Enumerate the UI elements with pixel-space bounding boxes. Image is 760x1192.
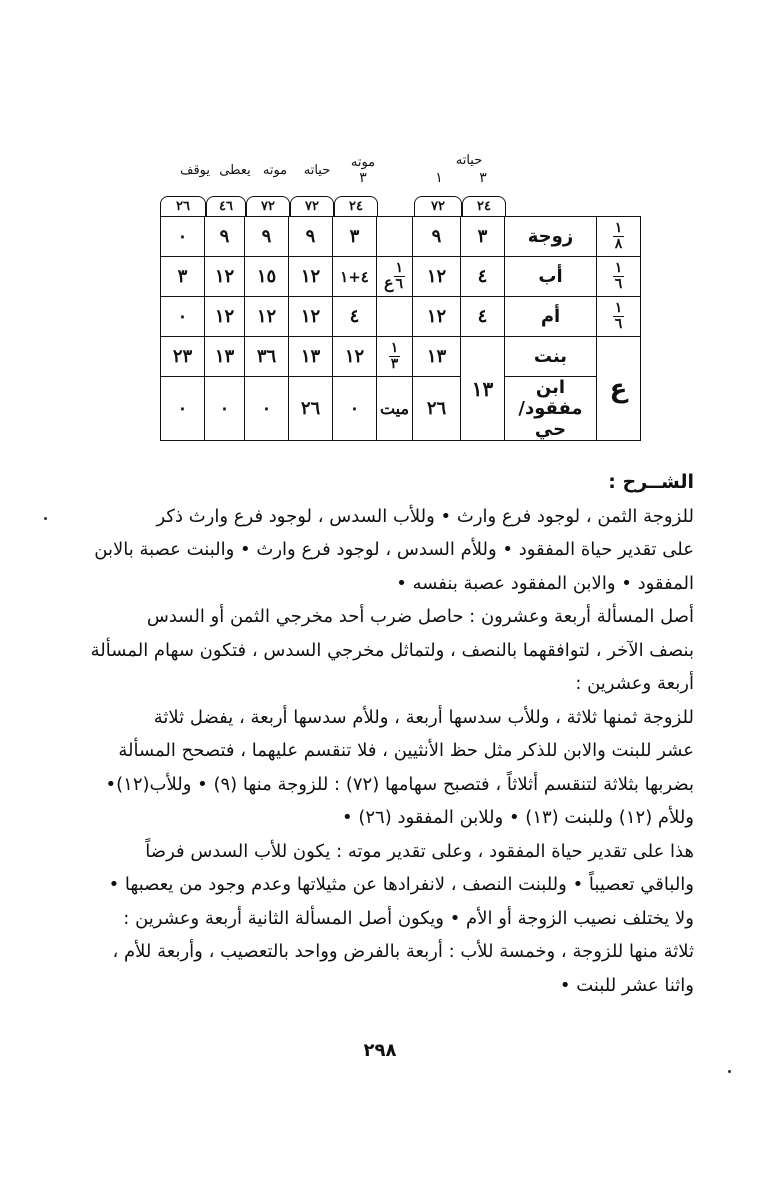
cell-share-asaba: ع	[597, 337, 641, 441]
cell-heir-mother: أم	[505, 297, 597, 337]
header-cell-26: ٢٦	[160, 196, 206, 216]
scan-speck	[44, 517, 47, 520]
header-cell-72c: ٧٢	[414, 196, 462, 216]
cell-daughter-m24: ١٢	[333, 337, 377, 377]
cell-father-m24: ٤+١	[333, 257, 377, 297]
cell-daughter-son-24: ١٣	[461, 337, 505, 441]
cell-wife-m24: ٣	[333, 217, 377, 257]
cell-father-46: ١٢	[205, 257, 245, 297]
table-row-mother	[161, 297, 641, 337]
cell-heir-wife: زوجة	[505, 217, 597, 257]
header-cell-72b: ٧٢	[290, 196, 334, 216]
cell-share-mother: $\frac{١}{٦}$	[597, 297, 641, 337]
cell-mother-24: ٤	[461, 297, 505, 337]
text-line: ثلاثة منها للزوجة ، وخمسة للأب : أربعة بالفرض وواحد بالتعصيب ، وأربعة للأم ،	[112, 941, 694, 962]
cell-mother-m24: ٤	[333, 297, 377, 337]
cell-heir-daughter: بنت	[505, 337, 597, 377]
cell-share-wife: $\frac{١}{٨}$	[597, 217, 641, 257]
cell-father-26: ٣	[161, 257, 205, 297]
text-line: بنصف الآخر ، لتوافقهما بالنصف ، ولتماثل مخرجي السدس ، فتكون سهام المسألة	[90, 639, 694, 661]
label-hayatuhu-b: حياته	[303, 163, 331, 178]
cell-son-26: ٠	[161, 377, 205, 441]
cell-mother-72: ١٢	[413, 297, 461, 337]
table-row-son	[161, 377, 641, 441]
cell-daughter-m72b: ٣٦	[245, 337, 289, 377]
cell-daughter-mark: $\frac{١}{٣}$	[377, 337, 413, 377]
page-number: ٢٩٨	[363, 1040, 397, 1061]
inheritance-table-area	[160, 150, 640, 442]
text-line: أصل المسألة أربعة وعشرون : حاصل ضرب أحد مخرجي الثمن أو السدس	[146, 606, 694, 627]
table-row-father	[161, 257, 641, 297]
cell-father-m72: ١٢	[289, 257, 333, 297]
cell-son-46: ٠	[205, 377, 245, 441]
text-line: المفقود • والابن المفقود عصبة بنفسه •	[396, 572, 694, 594]
label-yuta: يعطى	[219, 163, 251, 178]
text-line: وللأم (١٢) وللبنت (١٣) • وللابن المفقود (٢٦) •	[342, 807, 694, 828]
header-cell-24b: ٢٤	[462, 196, 506, 216]
label-hayatuhu: حياته	[455, 153, 483, 168]
cell-share-father: $\frac{١}{٦}$	[597, 257, 641, 297]
label-yoqaf: يوقف	[179, 163, 210, 178]
cell-mother-m72b: ١٢	[245, 297, 289, 337]
label-hayatuhu-num-b: ٣	[479, 170, 487, 186]
cell-mother-m72: ١٢	[289, 297, 333, 337]
text-line: ولا يختلف نصيب الزوجة أو الأم • ويكون أصل المسألة الثانية أربعة وعشرين :	[123, 907, 694, 929]
cell-mother-26: ٠	[161, 297, 205, 337]
text-line: أربعة وعشرين :	[575, 673, 694, 694]
cell-son-72: ٢٦	[413, 377, 461, 441]
inheritance-table	[160, 216, 641, 441]
cell-wife-m72: ٩	[289, 217, 333, 257]
cell-father-m72b: ١٥	[245, 257, 289, 297]
table-row-daughter	[161, 337, 641, 377]
cell-son-m72: ٢٦	[289, 377, 333, 441]
cell-wife-26: ٠	[161, 217, 205, 257]
cell-wife-46: ٩	[205, 217, 245, 257]
label-mawtuhu-b: موته	[262, 163, 288, 178]
cell-wife-24: ٣	[461, 217, 505, 257]
text-line: واثنا عشر للبنت •	[559, 974, 694, 996]
text-line: والباقي تعصيباً • وللبنت النصف ، لانفرادها عن مثيلاتها وعدم وجود من يعصبها •	[108, 874, 694, 895]
table-row-wife	[161, 217, 641, 257]
label-mawtuhu-num: ٣	[359, 170, 367, 186]
text-line: للزوجة ثمنها ثلاثة ، وللأب سدسها أربعة ، وللأم سدسها أربعة ، يفضل ثلاثة	[153, 706, 694, 728]
header-cell-24a: ٢٤	[334, 196, 378, 216]
text-line: هذا على تقدير حياة المفقود ، وعلى تقدير موته : يكون للأب السدس فرضاً	[145, 840, 694, 862]
cell-mother-46: ١٢	[205, 297, 245, 337]
text-line: بضربها بثلاثة لتنقسم أثلاثاً ، فتصبح سهامها (٧٢) : للزوجة منها (٩) • وللأب(١٢)•	[105, 773, 694, 795]
cell-daughter-m72: ١٣	[289, 337, 333, 377]
scan-speck	[728, 1070, 731, 1073]
cell-wife-72: ٩	[413, 217, 461, 257]
label-mawtuhu: موته	[350, 155, 376, 170]
cell-son-m24: ٠	[333, 377, 377, 441]
header-cell-72a: ٧٢	[246, 196, 290, 216]
header-row	[160, 196, 640, 216]
cell-daughter-26: ٢٣	[161, 337, 205, 377]
cell-daughter-72: ١٣	[413, 337, 461, 377]
cell-wife-m72b: ٩	[245, 217, 289, 257]
text-line: على تقدير حياة المفقود • وللأم السدس ، لوجود فرع وارث • والبنت عصبة بالابن	[94, 539, 694, 560]
explanation-heading: الشــرح :	[608, 471, 694, 493]
cell-son-m72b: ٠	[245, 377, 289, 441]
cell-wife-mark	[377, 217, 413, 257]
cell-mother-mark	[377, 297, 413, 337]
cell-son-mark: ميت	[377, 377, 413, 441]
cell-heir-father: أب	[505, 257, 597, 297]
cell-heir-son: ابن مفقود/حي	[505, 377, 597, 441]
label-hayatuhu-num-a: ١	[435, 170, 443, 186]
text-line: للزوجة الثمن ، لوجود فرع وارث • وللأب السدس ، لوجود فرع وارث ذكر	[156, 505, 694, 527]
explanation-text	[58, 466, 694, 1002]
cell-father-24: ٤	[461, 257, 505, 297]
header-cell-46: ٤٦	[206, 196, 246, 216]
cell-father-72: ١٢	[413, 257, 461, 297]
cell-father-mark: $\frac{١}{٦}$ ع	[377, 257, 413, 297]
cell-daughter-46: ١٣	[205, 337, 245, 377]
text-line: عشر للبنت والابن للذكر مثل حظ الأنثيين ، فلا تنقسم عليهما ، فتصحح المسألة	[118, 740, 694, 761]
